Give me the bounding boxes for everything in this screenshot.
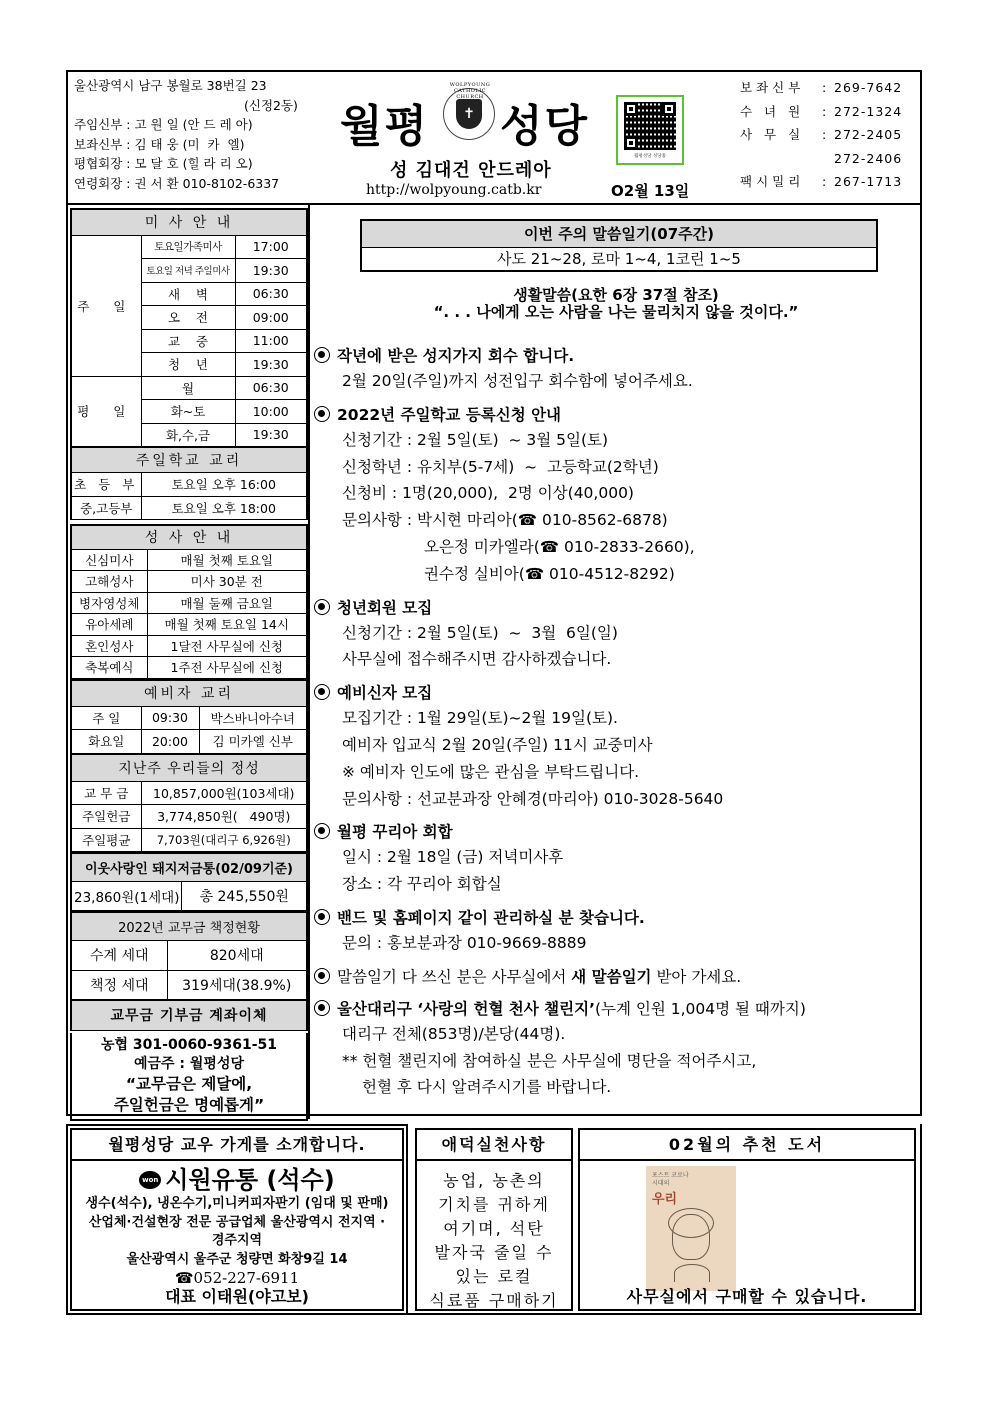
piggy-bank-table <box>70 852 308 911</box>
notice-item <box>314 679 914 812</box>
notice-title: 예비신자 모집 <box>337 684 433 703</box>
store-phone: ☎052-227-6911 <box>174 1269 300 1287</box>
left-sidebar <box>66 203 310 1119</box>
sacrament-info: 미사 30분 전 <box>147 571 307 593</box>
globe-illustration-icon <box>674 1264 710 1282</box>
store-box-title: 월평성당 교우 가게를 소개합니다. <box>72 1130 402 1161</box>
notice-line: 모집기간 : 1월 29일(토)~2월 19일(토). <box>342 709 618 728</box>
notice-line: 문의사항 : 박시현 마리아(☎ 010-8562-6878) <box>342 511 668 530</box>
emblem-ring-text: WOLPYOUNG CATHOLIC CHURCH <box>449 82 491 100</box>
notice-line: 신청기간 : 2월 5일(토) ~ 3월 6일(일) <box>342 623 618 642</box>
charity-line: 발자국 줄일 수 <box>434 1243 554 1262</box>
catechumen-table <box>70 679 308 754</box>
dues-value: 319세대(38.9%) <box>167 970 307 1000</box>
staff-row: 주임신부 : 고 원 일 (안 드 레 아) <box>74 117 253 132</box>
staff-row: 연령회장 : 권 서 환 010-8102-6337 <box>74 175 280 191</box>
school-grade: 중,고등부 <box>71 496 141 520</box>
mass-time: 19:30 <box>235 353 307 377</box>
radio-bullet-icon <box>314 909 330 925</box>
notice-item <box>314 818 914 898</box>
staff-role: 평협회장 <box>74 156 123 171</box>
sacrament-name: 병자영성체 <box>71 592 147 614</box>
notice-line: 문의 : 홍보분과장 010-9669-8889 <box>342 933 587 952</box>
notice-line: ※ 예비자 인도에 많은 관심을 부탁드립니다. <box>342 762 640 781</box>
offering-value: 10,857,000원(103세대) <box>141 781 307 805</box>
notice-line: 문의사항 : 선교분과장 안혜경(마리아) 010-3028-5640 <box>342 789 724 808</box>
mass-time: 06:30 <box>235 282 307 306</box>
charity-line: 식료품 구매하기 <box>429 1291 559 1310</box>
catechumen-title: 예비자 교리 <box>71 680 307 706</box>
notice-line: 예비자 입교식 2월 20일(주일) 11시 교중미사 <box>342 735 653 754</box>
sacrament-name: 유아세례 <box>71 614 147 636</box>
charity-practice-box <box>415 1128 573 1311</box>
staff-name: 권 서 환 010-8102-6337 <box>134 175 280 191</box>
mass-name: 토요일가족미사 <box>141 235 235 259</box>
notice-line: 헌혈 후 다시 알려주시기를 바랍니다. <box>362 1078 612 1097</box>
radio-bullet-icon <box>314 823 330 839</box>
won-logo-icon: won <box>139 1171 161 1189</box>
account-holder: 예금주 : 월평성당 <box>133 1056 244 1072</box>
staff-name: 김 태 웅 (미 카 엘) <box>134 136 245 152</box>
sunday-label: 주 일 <box>71 235 141 376</box>
charity-line: 기치를 귀하게 <box>438 1195 550 1214</box>
mass-name: 교 중 <box>141 329 235 353</box>
notice-line: 일시 : 2월 18일 (금) 저녁미사후 <box>342 848 564 867</box>
offering-value: 7,703원(대리구 6,926원) <box>141 828 307 852</box>
qr-caption: 월평성당 성당홈 <box>634 154 666 159</box>
logo-text-right: 성당 <box>500 101 590 152</box>
dues-name: 책정 세대 <box>71 970 167 1000</box>
staff-role: 보좌신부 <box>74 136 123 152</box>
contact-label <box>740 147 822 171</box>
dues-name: 수계 세대 <box>71 940 167 970</box>
store-desc: 생수(석수), 냉온수기,미니커피자판기 (임대 및 판매) <box>85 1196 389 1211</box>
sunday-school-title: 주일학교 교리 <box>71 447 307 473</box>
weekly-reading-passages: 사도 21~28, 로마 1~4, 1코린 1~5 <box>497 250 741 268</box>
piggy-bank-title: 이웃사랑인 돼지저금통(02/09기준) <box>71 853 307 881</box>
word-of-life-source: 생활말씀(요한 6장 37절 참조) <box>513 286 719 304</box>
store-owner: 대표 이태원(야고보) <box>165 1286 309 1306</box>
offering-name: 주일헌금 <box>71 805 141 829</box>
staff-role: 연령회장 <box>74 175 123 191</box>
class-time: 20:00 <box>141 730 199 754</box>
offering-name: 주일평균 <box>71 828 141 852</box>
weekly-reading-box <box>360 219 878 272</box>
sacrament-info: 매월 첫째 토요일 <box>147 549 307 571</box>
contact-label: 수 녀 원 <box>740 103 805 119</box>
church-emblem-icon <box>443 82 495 140</box>
radio-bullet-icon <box>314 599 330 615</box>
mass-name: 화,수,금 <box>141 423 235 447</box>
notice-line: ** 헌혈 챌린지에 참여하실 분은 사무실에 명단을 적어주시고, <box>342 1051 757 1070</box>
book-cover-subtitle: 시대의 <box>652 1180 670 1187</box>
mass-time: 11:00 <box>235 329 307 353</box>
word-of-life <box>310 287 922 321</box>
notice-line: 신청비 : 1명(20,000), 2명 이상(40,000) <box>342 484 634 503</box>
sacrament-name: 혼인성사 <box>71 635 147 657</box>
store-desc: 경주지역 <box>211 1233 263 1248</box>
qr-code[interactable] <box>616 95 684 165</box>
mass-name: 청 년 <box>141 353 235 377</box>
dues-table <box>70 911 308 1031</box>
radio-bullet-icon <box>314 684 330 700</box>
contact-row: 사 무 실 : 272-2405 <box>740 123 902 147</box>
notice-title-suffix: (누계 인원 1,004명 될 때까지) <box>594 999 806 1018</box>
radio-bullet-icon <box>314 1000 330 1016</box>
bulletin-date: O2월 13일 <box>611 182 690 200</box>
mass-name: 토요일 저녁 주일미사 <box>141 259 235 283</box>
store-name-row <box>72 1165 402 1195</box>
sacrament-info: 매월 둘째 금요일 <box>147 592 307 614</box>
piggy-bank-household: 23,860원(1세대) <box>71 881 182 910</box>
charity-line: 농업, 농촌의 <box>443 1171 545 1190</box>
address-line-2: (신정2동) <box>244 97 298 113</box>
notice-title: 2022년 주일학교 등록신청 안내 <box>337 405 562 424</box>
contact-phone: 272-1324 <box>834 103 903 119</box>
charity-line: 있는 로컬 <box>455 1267 533 1286</box>
store-name: 시원유통 (석수) <box>165 1166 335 1194</box>
notice-title: 울산대리구 ‘사랑의 헌혈 천사 챌린지’ <box>337 999 595 1018</box>
mass-schedule-table <box>70 208 308 520</box>
contact-row: 수 녀 원 : 272-1324 <box>740 100 902 124</box>
class-day: 주 일 <box>71 706 141 730</box>
class-time: 09:30 <box>141 706 199 730</box>
mass-time: 19:30 <box>235 423 307 447</box>
notice-text: 받아 가세요. <box>651 967 742 986</box>
contact-row <box>740 147 902 171</box>
contact-phone: 272-2405 <box>834 127 903 142</box>
class-day: 화요일 <box>71 730 141 754</box>
radio-bullet-icon <box>314 968 330 984</box>
contact-row: 팩시밀리 : 267-1713 <box>740 170 902 194</box>
contact-phone: 267-1713 <box>834 174 903 189</box>
school-time: 토요일 오후 18:00 <box>141 496 307 520</box>
sacraments-title: 성 사 안 내 <box>71 525 307 549</box>
sacraments-table <box>70 524 308 679</box>
sacrament-info: 매월 첫째 토요일 14시 <box>147 614 307 636</box>
qr-pattern-icon <box>624 102 676 150</box>
notice-line: 사무실에 접수해주시면 감사하겠습니다. <box>342 650 612 669</box>
sacrament-info: 1달전 사무실에 신청 <box>147 635 307 657</box>
notice-item <box>314 995 914 1101</box>
contact-label: 팩시밀리 <box>740 174 805 189</box>
contact-phone: 269-7642 <box>834 80 903 95</box>
mass-name: 오 전 <box>141 306 235 330</box>
logo-text-left: 월평 <box>340 101 430 152</box>
mass-schedule-title: 미 사 안 내 <box>71 209 307 235</box>
sacrament-name: 신심미사 <box>71 549 147 571</box>
dues-value: 820세대 <box>167 940 307 970</box>
book-purchase-note: 사무실에서 구매할 수 있습니다. <box>626 1287 868 1306</box>
notice-item <box>314 594 914 674</box>
address-line: 울산광역시 남구 봉월로 38번길 23 <box>74 78 267 93</box>
dues-motto-line2: 주일헌금은 명예롭게” <box>113 1096 265 1114</box>
jesus-face-illustration-icon <box>672 1214 710 1260</box>
school-grade: 초 등 부 <box>71 473 141 497</box>
notice-item <box>314 963 914 989</box>
website-link[interactable]: http://wolpyoung.catb.kr <box>366 182 542 198</box>
patron-saint: 성 김대건 안드레아 <box>390 160 552 181</box>
staff-name: 고 원 일 (안 드 레 아) <box>134 117 253 132</box>
staff-role: 주임신부 <box>74 117 123 132</box>
sacrament-name: 고해성사 <box>71 571 147 593</box>
bank-account-box <box>70 1033 308 1121</box>
mass-name: 월 <box>141 376 235 400</box>
offerings-table <box>70 753 308 852</box>
notice-title: 월평 꾸리아 회합 <box>337 823 453 842</box>
sacrament-info: 1주전 사무실에 신청 <box>147 657 307 679</box>
notice-line: 대리구 전체(853명)/본당(44명). <box>342 1024 566 1043</box>
charity-line: 여기며, 석탄 <box>443 1219 545 1238</box>
offering-value: 3,774,850원( 490명) <box>141 805 307 829</box>
mass-time: 19:30 <box>235 259 307 283</box>
mass-time: 09:00 <box>235 306 307 330</box>
contact-list <box>740 76 902 194</box>
transfer-title: 교무금 기부금 계좌이체 <box>71 1000 307 1030</box>
notice-line: 권수정 실비아(☎ 010-4512-8292) <box>424 564 675 583</box>
notice-title: 작년에 받은 성지가지 회수 합니다. <box>337 347 575 365</box>
notice-title: 청년회원 모집 <box>337 598 433 617</box>
contact-phone: 272-2406 <box>834 150 903 166</box>
mass-name: 새 벽 <box>141 282 235 306</box>
notice-line: 장소 : 각 꾸리아 회합실 <box>342 875 502 894</box>
mass-time: 06:30 <box>235 376 307 400</box>
contact-label: 사 무 실 <box>740 127 805 142</box>
staff-row: 보좌신부 : 김 태 웅 (미 카 엘) <box>74 136 245 152</box>
staff-name: 모 달 호 (힐 라 리 오) <box>134 156 253 171</box>
notice-line: 신청학년 : 유치부(5-7세) ~ 고등학교(2학년) <box>342 457 659 476</box>
contact-row: 보좌신부 : 269-7642 <box>740 76 902 100</box>
book-cover-image[interactable] <box>646 1166 736 1291</box>
dues-title: 2022년 교무금 책정현황 <box>71 912 307 940</box>
recommended-book-box <box>578 1128 916 1311</box>
class-teacher: 박스바니아수녀 <box>199 706 307 730</box>
radio-bullet-icon <box>314 406 330 422</box>
book-cover-title: 우리 <box>652 1192 678 1207</box>
dues-motto-line1: “교무금은 제달에, <box>125 1075 253 1093</box>
store-desc: 산업체·건설현장 전문 공급업체 울산광역시 전지역 · <box>88 1214 386 1230</box>
word-of-life-quote: “. . . 나에게 오는 사람을 나는 물리치지 않을 것이다.” <box>433 303 799 321</box>
notice-title: 밴드 및 홈페이지 같이 관리하실 분 찾습니다. <box>337 908 645 927</box>
bank-account-number: 농협 301-0060-9361-51 <box>101 1037 277 1053</box>
notice-item <box>314 904 914 957</box>
offering-name: 교 무 금 <box>71 781 141 805</box>
sacrament-name: 축복예식 <box>71 657 147 679</box>
cross-shield-icon: ✝ <box>456 99 482 129</box>
book-cover-subtitle: 포스트 코로나 <box>652 1172 689 1179</box>
mass-time: 17:00 <box>235 235 307 259</box>
header-info <box>74 76 298 193</box>
parish-store-box <box>70 1128 404 1311</box>
notice-list <box>314 342 914 1107</box>
radio-bullet-icon <box>314 347 330 363</box>
staff-row: 평협회장 : 모 달 호 (힐 라 리 오) <box>74 156 253 171</box>
class-teacher: 김 미카엘 신부 <box>199 730 307 754</box>
notice-item <box>314 401 914 588</box>
offerings-title: 지난주 우리들의 정성 <box>71 754 307 781</box>
weekday-label: 평 일 <box>71 376 141 447</box>
church-logo <box>340 82 590 160</box>
recommended-book-title: 02월의 추천 도서 <box>580 1130 914 1161</box>
contact-label: 보좌신부 <box>740 80 805 95</box>
mass-time: 10:00 <box>235 400 307 424</box>
mass-name: 화~토 <box>141 400 235 424</box>
notice-item <box>314 342 914 395</box>
notice-line: 신청기간 : 2월 5일(토) ~ 3월 5일(토) <box>342 430 609 449</box>
piggy-bank-total: 총 245,550원 <box>182 881 307 910</box>
charity-practice-title: 애덕실천사항 <box>417 1130 571 1161</box>
notice-line: 2월 20일(주일)까지 성전입구 회수함에 넣어주세요. <box>342 372 693 390</box>
weekly-reading-title: 이번 주의 말씀일기(07주간) <box>362 221 876 248</box>
store-address: 울산광역시 울주군 청량면 화창9길 14 <box>126 1251 348 1267</box>
school-time: 토요일 오후 16:00 <box>141 473 307 497</box>
notice-emphasis: 새 말씀일기 <box>571 967 652 986</box>
notice-line: 오은정 미카엘라(☎ 010-2833-2660), <box>424 537 695 556</box>
notice-text: 말씀일기 다 쓰신 분은 사무실에서 <box>337 967 572 986</box>
